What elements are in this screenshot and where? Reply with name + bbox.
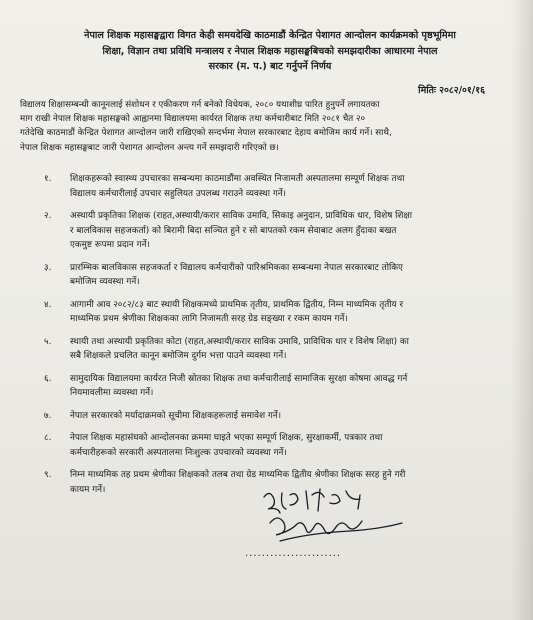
intro-line: नेपाल शिक्षक महासङ्घबाट जारी पेशागत आन्दोलन अन्त्य गर्ने समझदारी गरिएको छ। <box>20 142 279 153</box>
item-number: ८. <box>44 433 52 443</box>
decision-item <box>20 431 510 460</box>
item-text-line: कर्मचारीहरूको सरकारी अस्पतालमा निःशुल्क उपचारको व्यवस्था गर्ने। <box>70 447 287 458</box>
item-number: ५. <box>44 336 52 347</box>
decision-item <box>20 409 510 424</box>
decision-item <box>20 372 510 401</box>
item-text-line: सामुदायिक विद्यालयमा कार्यरत निजी स्रोतका शिक्षक तथा कर्मचारीलाई सामाजिक सुरक्षा कोषमा आवद्ध गर्न <box>70 373 408 384</box>
item-text-line: बमोजिम व्यवस्था गर्ने। <box>70 277 140 287</box>
title-line-1: नेपाल शिक्षक महासङ्घद्वारा विगत केही समयदेखि काठमाडौं केन्द्रित पेशागत आन्दोलन कार्यक्रमको पृष्ठभूमिमा <box>84 30 456 41</box>
item-number: ९. <box>44 470 52 480</box>
item-number: २. <box>44 211 52 221</box>
item-text-line: स्थायी तथा अस्थायी प्रकृतिका कोटा (राहत,अस्थायी/करार साविक उमावि, प्राविधिक धार र विशेष शिक्षा) का <box>70 336 409 347</box>
signature-dotted-line: ....................... <box>245 548 342 559</box>
item-text-line: विद्यालय कर्मचारीलाई उपचार सहुलियत उपलब्ध गराउने व्यवस्था गर्ने। <box>70 188 287 199</box>
decision-item <box>20 298 510 327</box>
title-line-2: शिक्षा, विज्ञान तथा प्रविधि मन्त्रालय र नेपाल शिक्षक महासङ्घबिचको समझदारीका आधारमा नेपाल <box>102 45 438 57</box>
item-text-line: शिक्षकहरूको स्वास्थ्य उपचारका सम्बन्धमा काठमाडौंमा अवस्थित निजामती अस्पतालमा सम्पूर्ण शिक्षक तथा <box>70 174 405 184</box>
item-text-line: माध्यमिक प्रथम श्रेणीका शिक्षकका लागि निजामती सरह ग्रेड सङ्ख्या र रकम कायम गर्ने। <box>70 314 348 324</box>
item-text-line: नियमावलीमा व्यवस्था गर्ने। <box>70 388 154 398</box>
item-text-line: एकमुष्ट रूपमा प्रदान गर्ने। <box>70 240 150 250</box>
item-number: ६. <box>44 373 52 384</box>
decision-item <box>20 172 510 201</box>
item-text-line: कायम गर्ने। <box>70 484 106 495</box>
intro-paragraph <box>20 98 508 155</box>
intro-line: गतेदेखि काठमाडौं केन्द्रित पेशागत आन्दोलन जारी राखिएको सन्दर्भमा नेपाल सरकारबाट देहाय बमोजिम कार्य गर्ने। साथै, <box>20 128 392 139</box>
item-text-line: अस्थायी प्रकृतिका शिक्षक (राहत,अस्थायी/करार साविक उमावि, सिकाइ अनुदान, प्राविधिक धार, विशेष शिक्षा <box>70 211 412 221</box>
document-title <box>40 28 500 75</box>
handwritten-signature <box>250 485 410 555</box>
item-number: ७. <box>44 410 52 421</box>
item-number: ४. <box>44 299 52 310</box>
item-text-line: र बालविकास सहजकर्ता) को बिरामी बिदा सञ्चित हुने र सो बापतको रकम सेवाबाट अलग हुँदाका बखत <box>70 225 397 236</box>
item-text-line: नेपाल सरकारको मर्यादाक्रमको सूचीमा शिक्षकहरूलाई समावेश गर्ने। <box>70 410 282 421</box>
title-line-3: सरकार (म. प.) बाट गर्नुपर्ने निर्णय <box>208 61 332 72</box>
decision-list <box>20 172 510 505</box>
item-number: १. <box>44 174 52 184</box>
item-text-line: निम्न माध्यमिक तह प्रथम श्रेणीका शिक्षकको तलब तथा ग्रेड माध्यमिक द्वितीय श्रेणीका शिक्षक सरह हुने गरी <box>70 470 406 480</box>
item-text-line: सबै शिक्षकले प्रचलित कानून बमोजिम दुर्गम भत्ता पाउने व्यवस्था गर्ने। <box>70 351 287 361</box>
document-date: मितिः २०८२/०१/१६ <box>418 85 485 96</box>
intro-line: माग राखी नेपाल शिक्षक महासङ्घको आह्वानमा विद्यालयमा कार्यरत शिक्षक तथा कर्मचारीबाट मिति २०८१ चैत २० <box>20 114 365 125</box>
item-text-line: प्रारम्भिक बालविकास सहजकर्ता र विद्यालय कर्मचारीको पारिश्रमिकका सम्बन्धमा नेपाल सरकारबाट तोकिए <box>70 262 403 273</box>
item-number: ३. <box>44 262 52 273</box>
decision-item <box>20 335 510 364</box>
decision-item <box>20 209 510 253</box>
item-text-line: नेपाल शिक्षक महासंघको आन्दोलनका क्रममा घाइते भएका सम्पूर्ण शिक्षक, सुरक्षाकर्मी, पत्रकार तथा <box>70 433 383 443</box>
page-edge-shadow <box>511 0 533 620</box>
decision-item <box>20 261 510 290</box>
intro-line: विद्यालय शिक्षासम्बन्धी कानूनलाई संशोधन र एकीकरण गर्न बनेको विधेयक, २०८० यथाशीघ्र पारित हुनुपर्ने लगायतका <box>20 100 380 110</box>
item-text-line: आगामी आव २०८२/८३ बाट स्थायी शिक्षकमध्ये प्राथमिक तृतीय, प्राथमिक द्वितीय, निम्न माध्यमिक तृतीय र <box>70 299 404 310</box>
